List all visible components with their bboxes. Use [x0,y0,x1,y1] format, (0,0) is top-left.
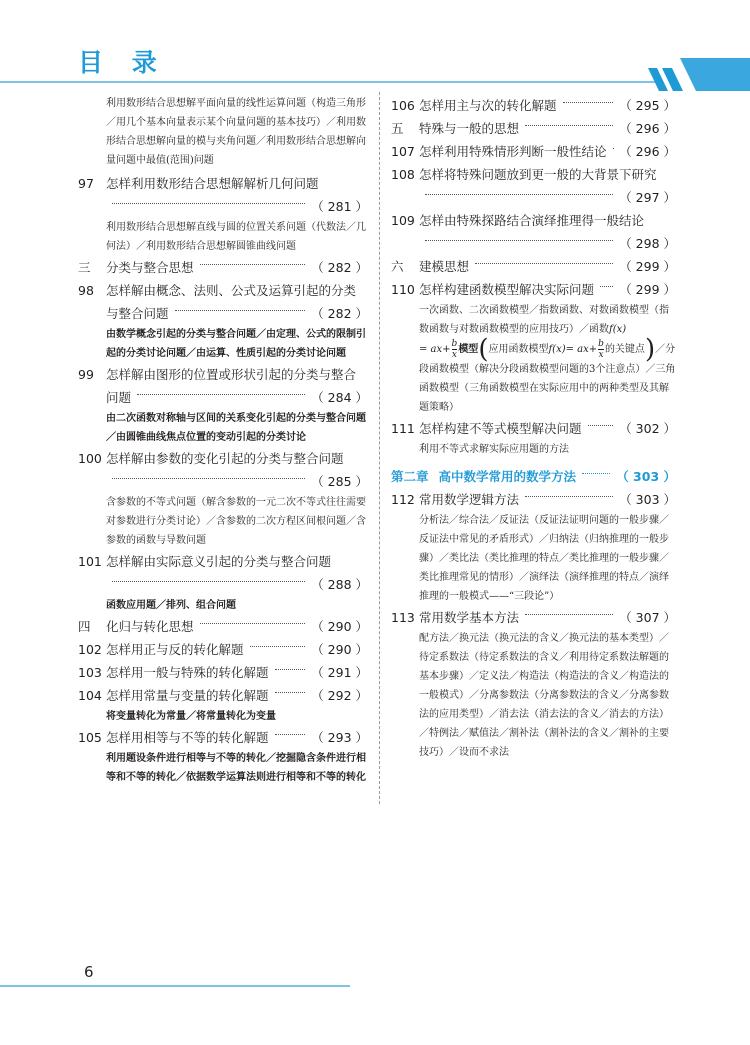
toc-sub-topics: 分析法／综合法／反证法（反证法证明问题的一般步骤／反证法中常见的矛盾形式）／归纳法（归纳推理的一般步骤）／类比法（类比推理的特点／类比推理的一般步骤／类比推理常见的情形）／演绎法（演绎推理的特点／演绎推理的一般模式——“三段论”） [419,515,669,602]
toc-sub-topics: 配方法／换元法（换元法的含义／换元法的基本类型）／待定系数法（待定系数法的含义／利用待定系数法解题的基本步骤）／定义法／构造法（构造法的含义／构造法的一般模式）／分离参数法（分离参数法的含义／分离参数法的应用类型）／消去法（消去法的含义／消去的方法）／特例法／赋值法／割补法（割补法的含义／割补的主要技巧）／设而不求法 [419,633,669,758]
page-ref: （ 296 ） [619,144,676,159]
toc-entry-110[interactable] [391,278,676,417]
entry-title: 怎样利用数形结合思想解解析几何问题 [106,176,319,191]
toc-sub-topics [391,301,676,417]
entry-title: 怎样利用特殊情形判断一般性结论 [419,144,607,159]
section-title: 建模思想 [419,259,470,274]
entry-title: 怎样用正与反的转化解题 [106,642,244,657]
toc-entry-111[interactable] [391,417,676,459]
toc-entry-99[interactable] [78,363,368,447]
fraction-b-over-x [598,339,604,360]
toc-sub-topics: 利用数形结合思想解直线与圆的位置关系问题（代数法／几何法）／利用数形结合思想解圆锥曲线问题 [106,222,366,252]
entry-title: 怎样解由图形的位置或形状引起的分类与整合 [106,367,357,382]
page-ref: （ 292 ） [311,688,368,703]
page-ref: （ 291 ） [311,665,368,680]
dot-leader [588,425,614,426]
page-ref: （ 284 ） [311,390,368,405]
open-paren-icon: ( [478,334,489,365]
header-decoration [648,58,750,91]
toc-entry-108[interactable] [391,163,676,209]
entry-title: 怎样由特殊探路结合演绎推理得一般结论 [419,213,645,228]
page-ref: （ 282 ） [311,306,368,321]
chapter-label: 第二章 [391,469,429,484]
section-number: 四 [78,619,91,634]
dot-leader [525,125,613,126]
page-ref: （ 281 ） [311,199,368,214]
toc-section-4[interactable] [78,615,368,638]
toc-sub-topics: 含参数的不等式问题（解含参数的一元二次不等式往往需要对参数进行分类讨论）／含参数的二次方程区间根问题／含参数的函数与导数问题 [106,497,366,546]
entry-number: 106 [391,98,415,113]
model-label: 模型 [458,344,479,355]
entry-title: 怎样用主与次的转化解题 [419,98,557,113]
entry-number: 98 [78,283,94,298]
entry-number: 113 [391,610,415,625]
entry-number: 100 [78,451,102,466]
entry-title: 怎样将特殊问题放到更一般的大背景下研究 [419,167,657,182]
dot-leader [525,614,613,615]
close-paren-icon: ) [644,334,656,365]
toc-sub-topics: 利用题设条件进行相等与不等的转化／挖掘隐含条件进行相等和不等的转化／依据数学运算法则进行相等和不等的转化 [106,753,366,783]
page-ref: （ 297 ） [619,190,676,205]
column-divider [379,92,380,804]
toc-entry-100[interactable] [78,447,368,550]
page-ref: （ 303 ） [616,469,676,484]
page-number: 6 [84,963,94,981]
section-title: 分类与整合思想 [106,260,194,275]
entry-number: 102 [78,642,102,657]
entry-title-cont: 与整合问题 [106,306,169,321]
toc-entry-107[interactable] [391,140,676,163]
entry-title: 怎样解由概念、法则、公式及运算引起的分类 [106,283,357,298]
page-ref: （ 290 ） [311,642,368,657]
page-ref: （ 288 ） [311,577,368,592]
entry-number: 103 [78,665,102,680]
toc-entry-104[interactable] [78,684,368,726]
fraction-numerator: b [451,339,458,349]
toc-sub-topics: 将变量转化为常量／将常量转化为变量 [106,711,276,722]
dot-leader [425,240,613,241]
header-rule [0,81,655,83]
entry-title: 怎样用一般与特殊的转化解题 [106,665,269,680]
sub-text: 的关键点 [604,344,645,355]
dot-leader [112,203,305,204]
section-title: 特殊与一般的思想 [419,121,520,136]
entry-number: 104 [78,688,102,703]
entry-number: 97 [78,176,94,191]
entry-number: 105 [78,730,102,745]
toc-sub-topics: 利用数形结合思想解平面向量的线性运算问题（构造三角形／用几个基本向量表示某个向量问题的基本技巧）／利用数形结合思想解向量的模与夹角问题／利用数形结合思想解向量问题中最值(范围)问题 [106,98,366,166]
entry-title: 怎样解由实际意义引起的分类与整合问题 [106,554,332,569]
toc-sub-topics: 由数学概念引起的分类与整合问题／由定理、公式的限制引起的分类讨论问题／由运算、性质引起的分类讨论问题 [106,329,366,359]
toc-entry-113[interactable] [391,606,676,762]
toc-entry-106[interactable] [391,94,676,117]
dot-leader [200,264,306,265]
dot-leader [600,286,613,287]
toc-entry-101[interactable] [78,550,368,615]
entry-number: 111 [391,421,415,436]
page-ref: （ 298 ） [619,236,676,251]
entry-number: 107 [391,144,415,159]
section-number: 五 [391,121,404,136]
formula-fx: f(x) [609,324,627,335]
dot-leader [137,394,305,395]
dot-leader [425,194,613,195]
dot-leader [563,102,614,103]
sub-text: ／分段函数模型（解决分段函数模型问题的3个注意点）／三角函数模型（三角函数模型在实际应用中的两种类型及其解题策略） [419,344,676,413]
entry-title: 怎样用相等与不等的转化解题 [106,730,269,745]
fraction-denominator: x [598,350,604,360]
dot-leader [275,734,306,735]
dot-leader [582,473,610,474]
entry-number: 101 [78,554,102,569]
dot-leader [525,496,613,497]
entry-number: 99 [78,367,94,382]
toc-section-5[interactable] [391,117,676,140]
entry-number: 108 [391,167,415,182]
footer-rule [0,985,350,987]
toc-sub-topics: 由二次函数对称轴与区间的关系变化引起的分类与整合问题／由圆锥曲线焦点位置的变动引起的分类讨论 [106,413,366,443]
page-ref: （ 307 ） [619,610,676,625]
dot-leader [200,623,306,624]
dot-leader [275,692,306,693]
toc-entry-102[interactable] [78,638,368,661]
dot-leader [613,148,614,149]
page-ref: （ 295 ） [619,98,676,113]
entry-title-cont: 问题 [106,390,132,405]
dot-leader [250,646,306,647]
section-number: 三 [78,260,91,275]
entry-title: 常用数学逻辑方法 [419,492,520,507]
fraction-numerator: b [598,339,604,349]
page-ref: （ 299 ） [619,259,676,274]
entry-number: 110 [391,282,415,297]
chapter-title: 高中数学常用的数学方法 [438,469,577,484]
entry-title: 常用数学基本方法 [419,610,520,625]
page-ref: （ 303 ） [619,492,676,507]
entry-title: 怎样解由参数的变化引起的分类与整合问题 [106,451,344,466]
entry-number: 112 [391,492,415,507]
section-title: 化归与转化思想 [106,619,194,634]
page-ref: （ 296 ） [619,121,676,136]
page-ref: （ 299 ） [619,282,676,297]
page-title: 目 录 [78,48,167,77]
sub-text: 一次函数、二次函数模型／指数函数、对数函数模型（指数函数与对数函数模型的应用技巧）／函数 [419,305,669,335]
dot-leader [112,478,305,479]
toc-right-column [391,94,676,762]
toc-entry-112[interactable] [391,488,676,606]
sub-text: 应用函数模型 [488,344,549,355]
fraction-denominator: x [451,350,457,360]
page-ref: （ 302 ） [619,421,676,436]
toc-section-6[interactable] [391,255,676,278]
dot-leader [175,310,306,311]
toc-sub-topics: 函数应用题／排列、组合问题 [106,600,236,611]
dot-leader [475,263,613,264]
formula-eq: = ax+ [419,344,451,355]
toc-entry-103[interactable] [78,661,368,684]
entry-title: 怎样构建函数模型解决实际问题 [419,282,595,297]
entry-number: 109 [391,213,415,228]
dot-leader [275,669,306,670]
page-ref: （ 282 ） [311,260,368,275]
toc-entry-97[interactable] [78,172,368,256]
fraction-b-over-x [452,339,458,360]
formula-eq: = ax+ [565,344,598,355]
section-number: 六 [391,259,404,274]
toc-left-column [78,94,368,787]
page-ref: （ 293 ） [311,730,368,745]
toc-sub-topics: 利用不等式求解实际应用题的方法 [419,444,569,455]
page-ref: （ 290 ） [311,619,368,634]
entry-title: 怎样用常量与变量的转化解题 [106,688,269,703]
formula-fx: f(x) [548,344,566,355]
toc-entry-105[interactable] [78,726,368,787]
toc-entry-109[interactable] [391,209,676,255]
toc-entry-98[interactable] [78,279,368,363]
dot-leader [112,581,305,582]
toc-chapter-2[interactable] [391,465,676,488]
entry-title: 怎样构建不等式模型解决问题 [419,421,582,436]
toc-section-3[interactable] [78,256,368,279]
page-ref: （ 285 ） [311,474,368,489]
